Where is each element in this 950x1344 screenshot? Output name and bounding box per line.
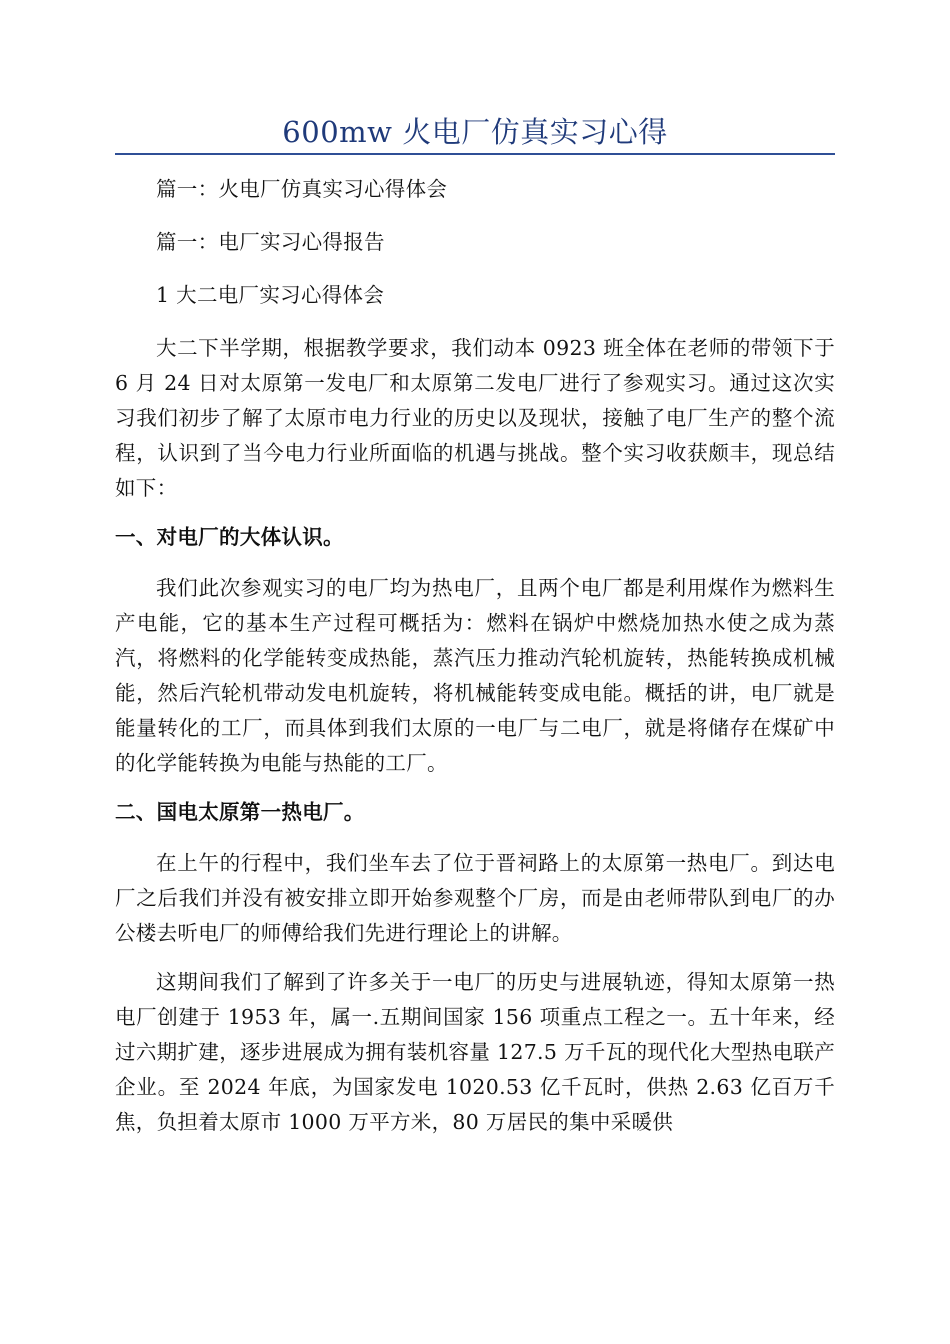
paragraph-section-2a: 在上午的行程中，我们坐车去了位于晋祠路上的太原第一热电厂。到达电厂之后我们并没有被安排立即开始参观整个厂房，而是由老师带队到电厂的办公楼去听电厂的师傅给我们先进行理论上的讲解。 — [115, 851, 835, 945]
document-title: 600mw 火电厂仿真实习心得 — [282, 115, 668, 149]
subtitle-line-1: 篇一：火电厂仿真实习心得体会 — [156, 177, 448, 201]
subtitle-line-2: 篇一：电厂实习心得报告 — [156, 230, 385, 254]
paragraph-intro: 大二下半学期，根据教学要求，我们动本 0923 班全体在老师的带领下于 6 月 24 日对太原第一发电厂和太原第二发电厂进行了参观实习。通过这次实习我们初步了解了太原市电力行业的历史以及现状，接触了电厂生产的整个流程，认识到了当今电力行业所面临的机遇与挑战。整个实习收获颇丰，现总结如下： — [115, 336, 835, 500]
document-body — [115, 172, 835, 1154]
subtitle-line-3: 1 大二电厂实习心得体会 — [156, 283, 385, 307]
title-underline — [115, 153, 835, 155]
paragraph-section-1: 我们此次参观实习的电厂均为热电厂，且两个电厂都是利用煤作为燃料生产电能，它的基本生产过程可概括为：燃料在锅炉中燃烧加热水使之成为蒸汽，将燃料的化学能转变成热能，蒸汽压力推动汽轮机旋转，热能转换成机械能，然后汽轮机带动发电机旋转，将机械能转变成电能。概括的讲，电厂就是能量转化的工厂，而具体到我们太原的一电厂与二电厂，就是将储存在煤矿中的化学能转换为电能与热能的工厂。 — [115, 576, 835, 775]
section-heading-2: 二、国电太原第一热电厂。 — [115, 800, 365, 824]
paragraph-section-2b: 这期间我们了解到了许多关于一电厂的历史与进展轨迹，得知太原第一热电厂创建于 1953 年，属一.五期间国家 156 项重点工程之一。五十年来，经过六期扩建，逐步进展成为拥有装机容量 127.5 万千瓦的现代化大型热电联产企业。至 2024 年底，为国家发电 1020.53 亿千瓦时，供热 2.63 亿百万千焦，负担着太原市 1000 万平方米，80 万居民的集中采暖供 — [115, 970, 835, 1134]
section-heading-1: 一、对电厂的大体认识。 — [115, 525, 344, 549]
